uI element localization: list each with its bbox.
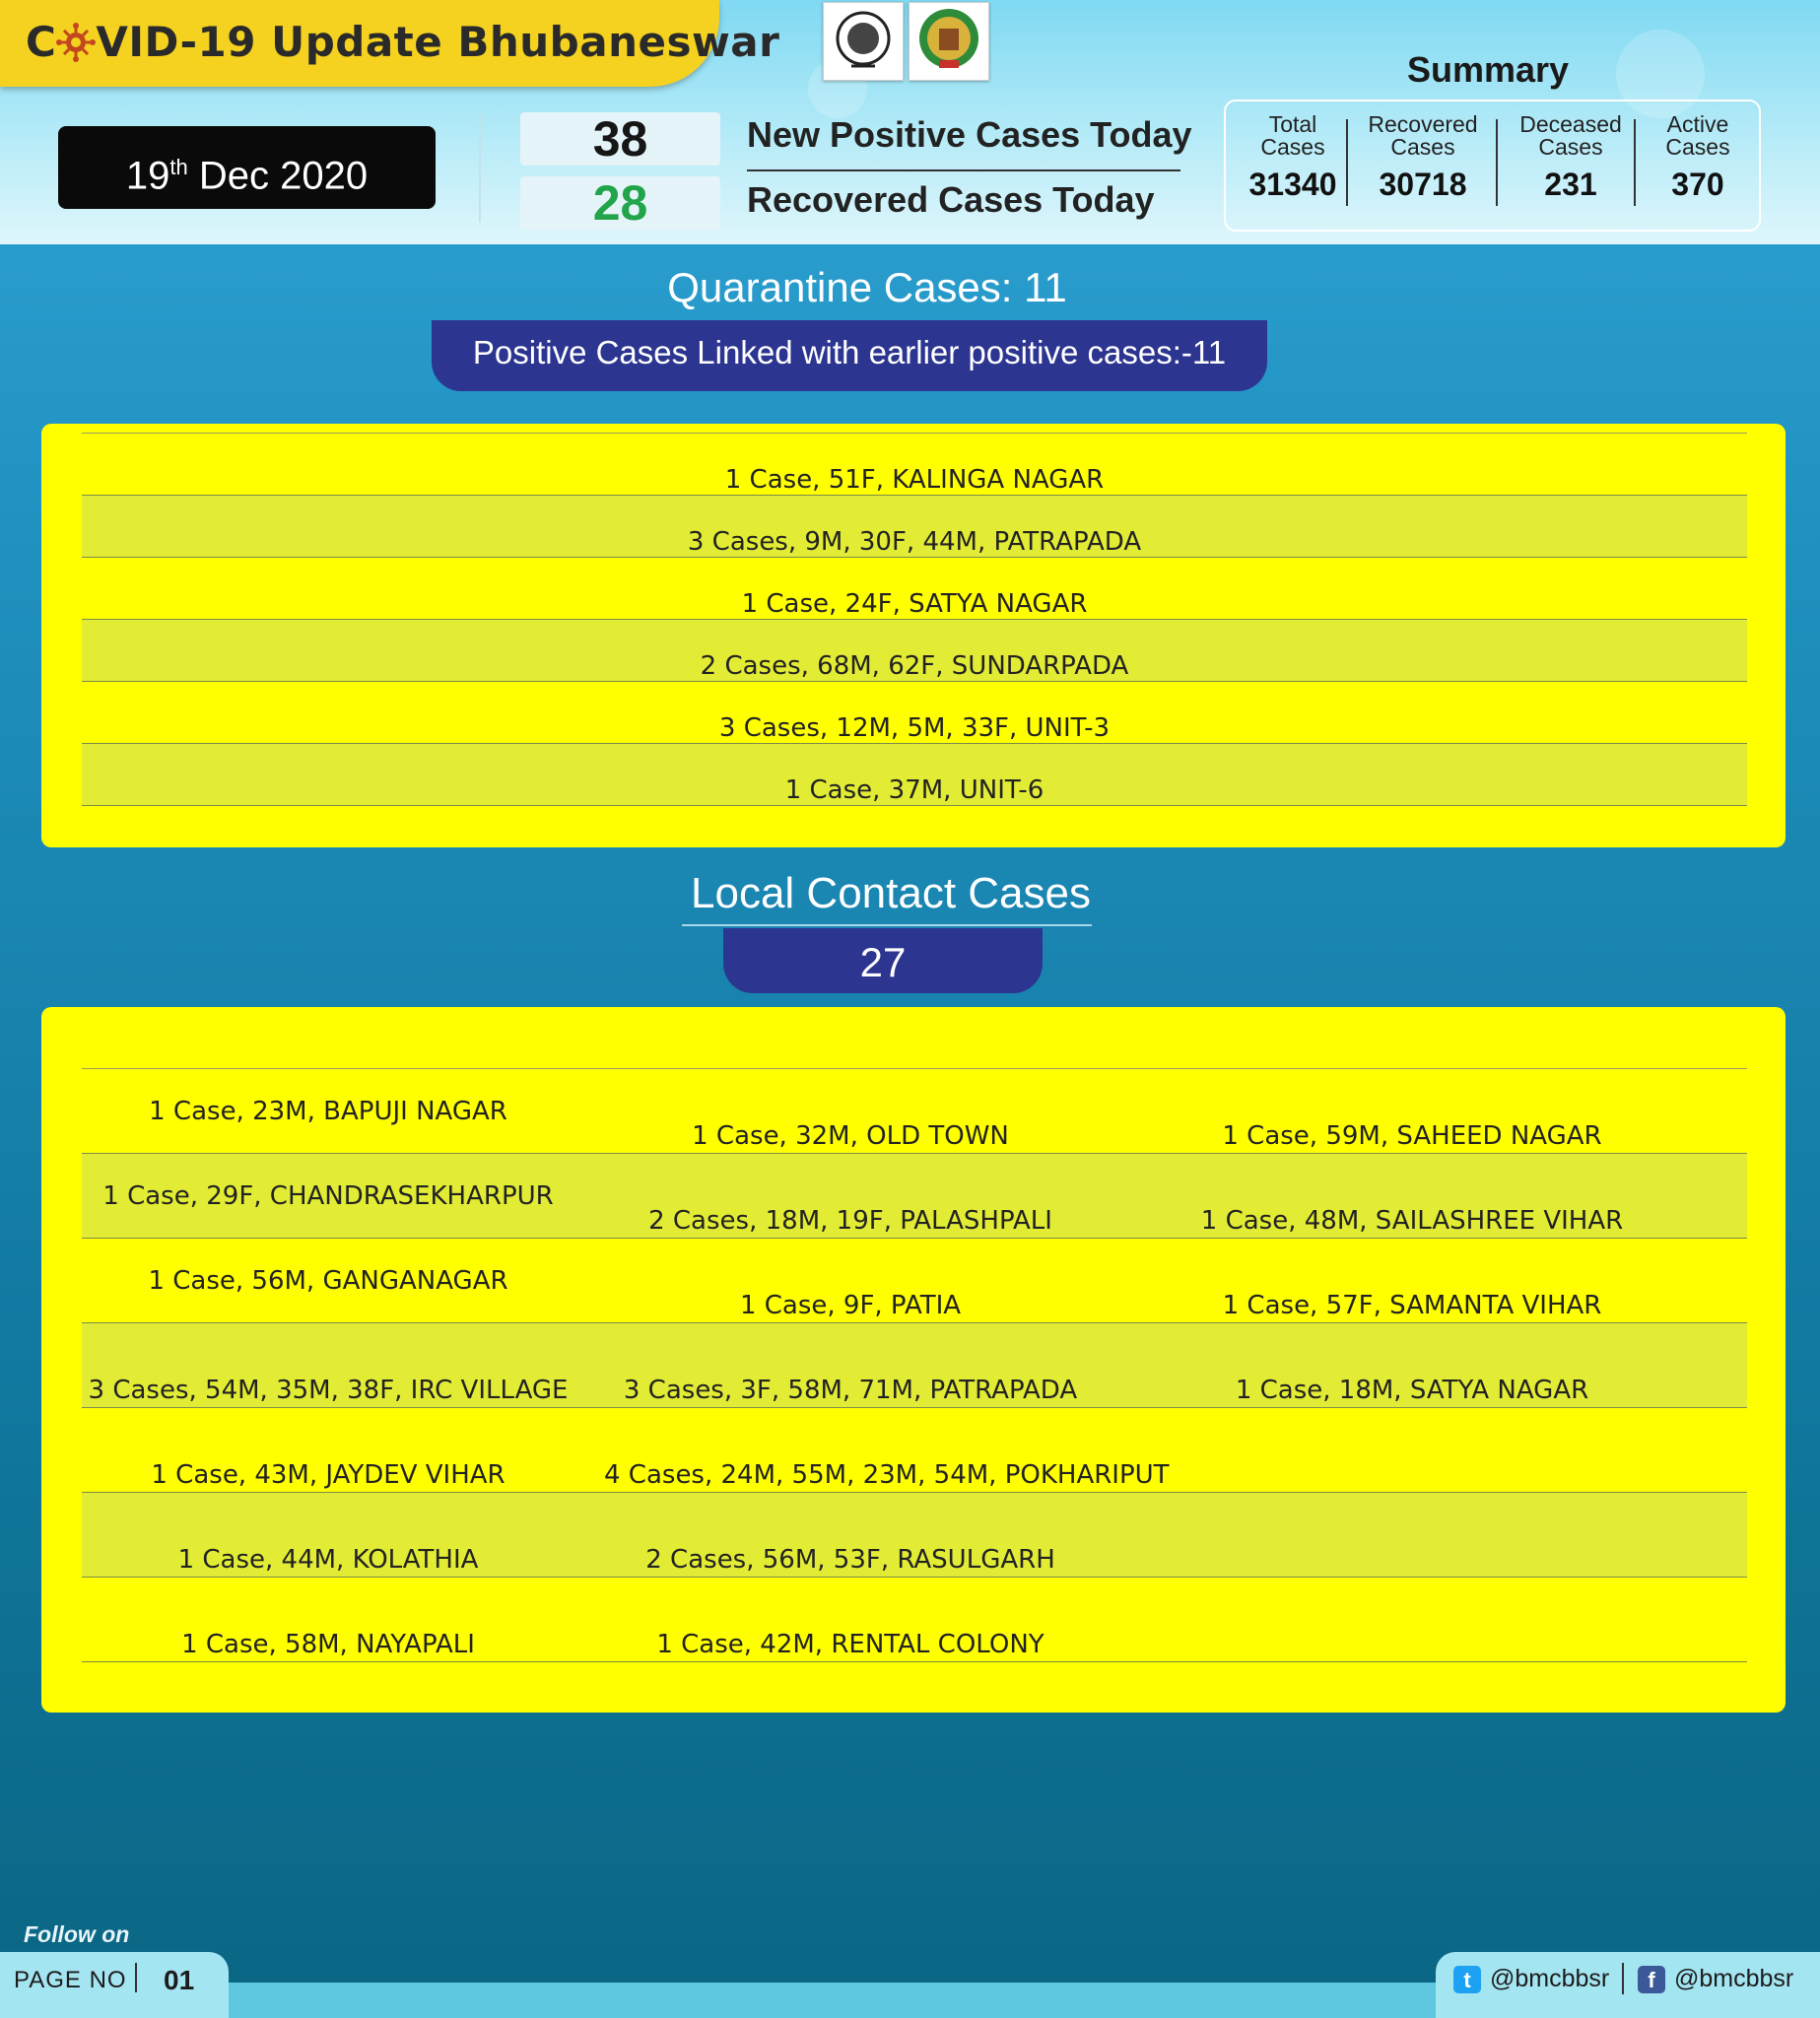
daily-divider	[747, 169, 1180, 171]
case-entry: 3 Cases, 9M, 30F, 44M, PATRAPADA	[687, 527, 1142, 557]
title-suffix: VID-19 Update Bhubaneswar	[96, 18, 780, 66]
summary-label: Cases	[1665, 134, 1730, 160]
case-entry: 1 Case, 29F, CHANDRASEKHARPUR	[102, 1181, 554, 1211]
quarantine-title: Quarantine Cases: 11	[667, 264, 1067, 310]
case-entry: 1 Case, 42M, RENTAL COLONY	[656, 1630, 1045, 1659]
twitter-icon[interactable]: t	[1453, 1966, 1481, 1993]
title-banner	[0, 0, 780, 87]
case-entry: 1 Case, 24F, SATYA NAGAR	[741, 589, 1088, 619]
date-suffix: th	[169, 155, 188, 179]
new-positive-label: New Positive Cases Today	[747, 114, 1192, 155]
summary-title: Summary	[1406, 49, 1570, 90]
date-day: 19	[125, 154, 170, 198]
summary-deceased	[1502, 113, 1640, 203]
summary-recovered	[1356, 113, 1490, 203]
bmc-logo	[909, 2, 989, 81]
list-item	[82, 558, 1747, 620]
summary-divider	[1634, 119, 1636, 206]
quarantine-panel	[41, 424, 1786, 847]
quarantine-subtitle: Positive Cases Linked with earlier positive cases:-11	[432, 320, 1267, 391]
odisha-govt-emblem-logo	[823, 2, 904, 81]
case-entry: 3 Cases, 3F, 58M, 71M, PATRAPADA	[623, 1376, 1078, 1405]
table-row	[82, 1578, 1747, 1662]
summary-value: 370	[1671, 167, 1724, 202]
case-entry: 4 Cases, 24M, 55M, 23M, 54M, POKHARIPUT	[604, 1460, 1170, 1490]
case-entry: 1 Case, 43M, JAYDEV VIHAR	[151, 1460, 506, 1490]
summary-divider	[1346, 119, 1348, 206]
summary-label: Deceased	[1519, 111, 1622, 137]
summary-total	[1234, 113, 1352, 203]
case-entry: 2 Cases, 56M, 53F, RASULGARH	[645, 1545, 1055, 1575]
header	[0, 0, 1820, 244]
page-number: 01	[164, 1965, 195, 1995]
facebook-icon[interactable]: f	[1638, 1966, 1665, 1993]
case-entry: 1 Case, 51F, KALINGA NAGAR	[724, 465, 1105, 495]
case-entry: 1 Case, 44M, KOLATHIA	[177, 1545, 479, 1575]
summary-label: Active	[1666, 111, 1729, 137]
summary-value: 31340	[1248, 167, 1337, 202]
summary-label: Recovered	[1368, 111, 1478, 137]
case-entry: 1 Case, 37M, UNIT-6	[784, 775, 1045, 805]
list-item	[82, 682, 1747, 744]
summary-label: Total	[1268, 111, 1317, 137]
header-divider	[479, 114, 481, 223]
table-row	[82, 1239, 1747, 1323]
case-entry: 1 Case, 59M, SAHEED NAGAR	[1222, 1121, 1602, 1151]
summary-value: 30718	[1379, 167, 1467, 202]
new-positive-count: 38	[520, 112, 720, 166]
title-underline	[682, 924, 1092, 926]
summary-value: 231	[1544, 167, 1597, 202]
table-row	[82, 1408, 1747, 1493]
case-entry: 1 Case, 57F, SAMANTA VIHAR	[1222, 1291, 1602, 1320]
summary-active	[1640, 113, 1756, 203]
list-item	[82, 620, 1747, 682]
list-item	[82, 744, 1747, 806]
page-title	[26, 18, 779, 66]
page-label: PAGE NO	[14, 1967, 127, 1993]
recovered-count: 28	[520, 176, 720, 230]
local-contact-panel	[41, 1007, 1786, 1713]
summary-label: Cases	[1260, 134, 1325, 160]
case-entry: 3 Cases, 12M, 5M, 33F, UNIT-3	[718, 713, 1111, 743]
page-divider	[135, 1963, 137, 1992]
case-entry: 1 Case, 48M, SAILASHREE VIHAR	[1200, 1206, 1624, 1236]
case-entry: 1 Case, 9F, PATIA	[739, 1291, 962, 1320]
summary-divider	[1496, 119, 1498, 206]
virus-icon	[56, 23, 96, 62]
summary-box	[1224, 100, 1761, 232]
list-item	[82, 434, 1747, 496]
case-entry: 1 Case, 18M, SATYA NAGAR	[1235, 1376, 1589, 1405]
local-contact-count: 27	[723, 928, 1043, 993]
case-entry: 3 Cases, 54M, 35M, 38F, IRC VILLAGE	[88, 1376, 569, 1405]
date-box	[58, 126, 436, 209]
case-entry: 2 Cases, 68M, 62F, SUNDARPADA	[700, 651, 1129, 681]
list-item	[82, 496, 1747, 558]
case-entry: 1 Case, 56M, GANGANAGAR	[148, 1266, 508, 1296]
case-entry: 2 Cases, 18M, 19F, PALASHPALI	[648, 1206, 1052, 1236]
local-contact-title: Local Contact Cases	[691, 869, 1091, 917]
case-entry: 1 Case, 32M, OLD TOWN	[692, 1121, 1009, 1151]
table-row	[82, 1069, 1747, 1154]
summary-label: Cases	[1390, 134, 1455, 160]
case-entry: 1 Case, 58M, NAYAPALI	[181, 1630, 475, 1659]
twitter-handle[interactable]: @bmcbbsr	[1490, 1965, 1610, 1992]
case-entry: 1 Case, 23M, BAPUJI NAGAR	[149, 1097, 507, 1126]
summary-label: Cases	[1538, 134, 1603, 160]
table-row	[82, 1493, 1747, 1578]
date-month-year: Dec 2020	[187, 154, 369, 198]
social-divider	[1622, 1963, 1624, 1994]
table-row	[82, 1154, 1747, 1239]
recovered-label: Recovered Cases Today	[747, 179, 1155, 220]
facebook-handle[interactable]: @bmcbbsr	[1674, 1965, 1794, 1992]
title-prefix: C	[26, 18, 57, 66]
follow-label: Follow on	[24, 1921, 130, 1947]
table-row	[82, 1323, 1747, 1408]
